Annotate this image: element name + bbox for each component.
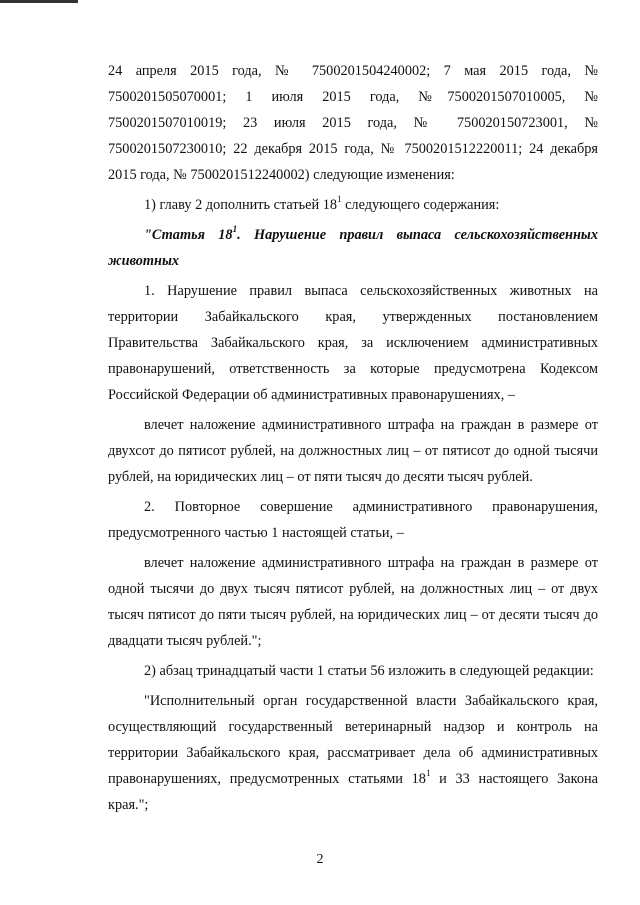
paragraph-new-wording [108, 688, 598, 818]
amendment-1-text-start: 1) главу 2 дополнить статьей 18 [144, 197, 338, 213]
new-wording-text-start: "Исполнительный орган государственной власти Забайкальского края, осуществляющий государственный ветеринарный надзор и контроль на территории Забайкальского края, рассматривает дела об административных правонарушениях, предусмотренных статьями 18 [108, 693, 598, 787]
new-wording-text-end: и 33 настоящего Закона края."; [108, 771, 598, 813]
paragraph-part-2: 2. Повторное совершение административного правонарушения, предусмотренного частью 1 настоящей статьи, – [108, 499, 598, 541]
paragraph-amendment-2: 2) абзац тринадцатый части 1 статьи 56 изложить в следующей редакции: [144, 663, 594, 679]
amendment-1-text-end: следующего содержания: [341, 197, 500, 213]
article-title-start: "Статья 18 [144, 227, 233, 243]
scan-edge-mark [0, 0, 78, 3]
paragraph-penalty-2: влечет наложение административного штрафа на граждан в размере от одной тысячи до двух тысяч пятисот рублей, на должностных лиц – от двух тысяч пятисот до пяти тысяч рублей, на юридических лиц – от десяти тысяч до двадцати тысяч рублей."; [108, 555, 598, 649]
paragraph-amendment-1 [108, 192, 598, 218]
superscript-mark: 1 [337, 194, 342, 205]
superscript-mark: 1 [232, 224, 238, 235]
page-number: 2 [316, 852, 324, 867]
document-body [108, 58, 598, 818]
paragraph-penalty-1: влечет наложение административного штрафа на граждан в размере от двухсот до пятисот рублей, на должностных лиц – от пятисот до одной тысячи рублей, на юридических лиц – от пяти тысяч до десяти тысяч рублей. [108, 417, 598, 485]
superscript-mark: 1 [425, 768, 431, 779]
paragraph-dates-list: 24 апреля 2015 года, № 7500201504240002; 7 мая 2015 года, № 7500201505070001; 1 июля 2015 года, №7500201507010005, № 7500201507010019; 23 июля 2015 года, № 750020150723001, № 7500201507230010; 22 декабря 2015 года, № 7500201512220011; 24 декабря 2015 года, № 7500201512240002) следующие изменения: [108, 63, 598, 183]
article-title [108, 222, 598, 274]
paragraph-part-1: 1. Нарушение правил выпаса сельскохозяйственных животных на территории Забайкальского края, утвержденных постановлением Правительства Забайкальского края, за исключением административных правонарушений, ответственность за которые предусмотрена Кодексом Российской Федерации об административных правонарушениях, – [108, 283, 598, 403]
article-title-end: . Нарушение правил выпаса сельскохозяйственных животных [108, 227, 598, 269]
